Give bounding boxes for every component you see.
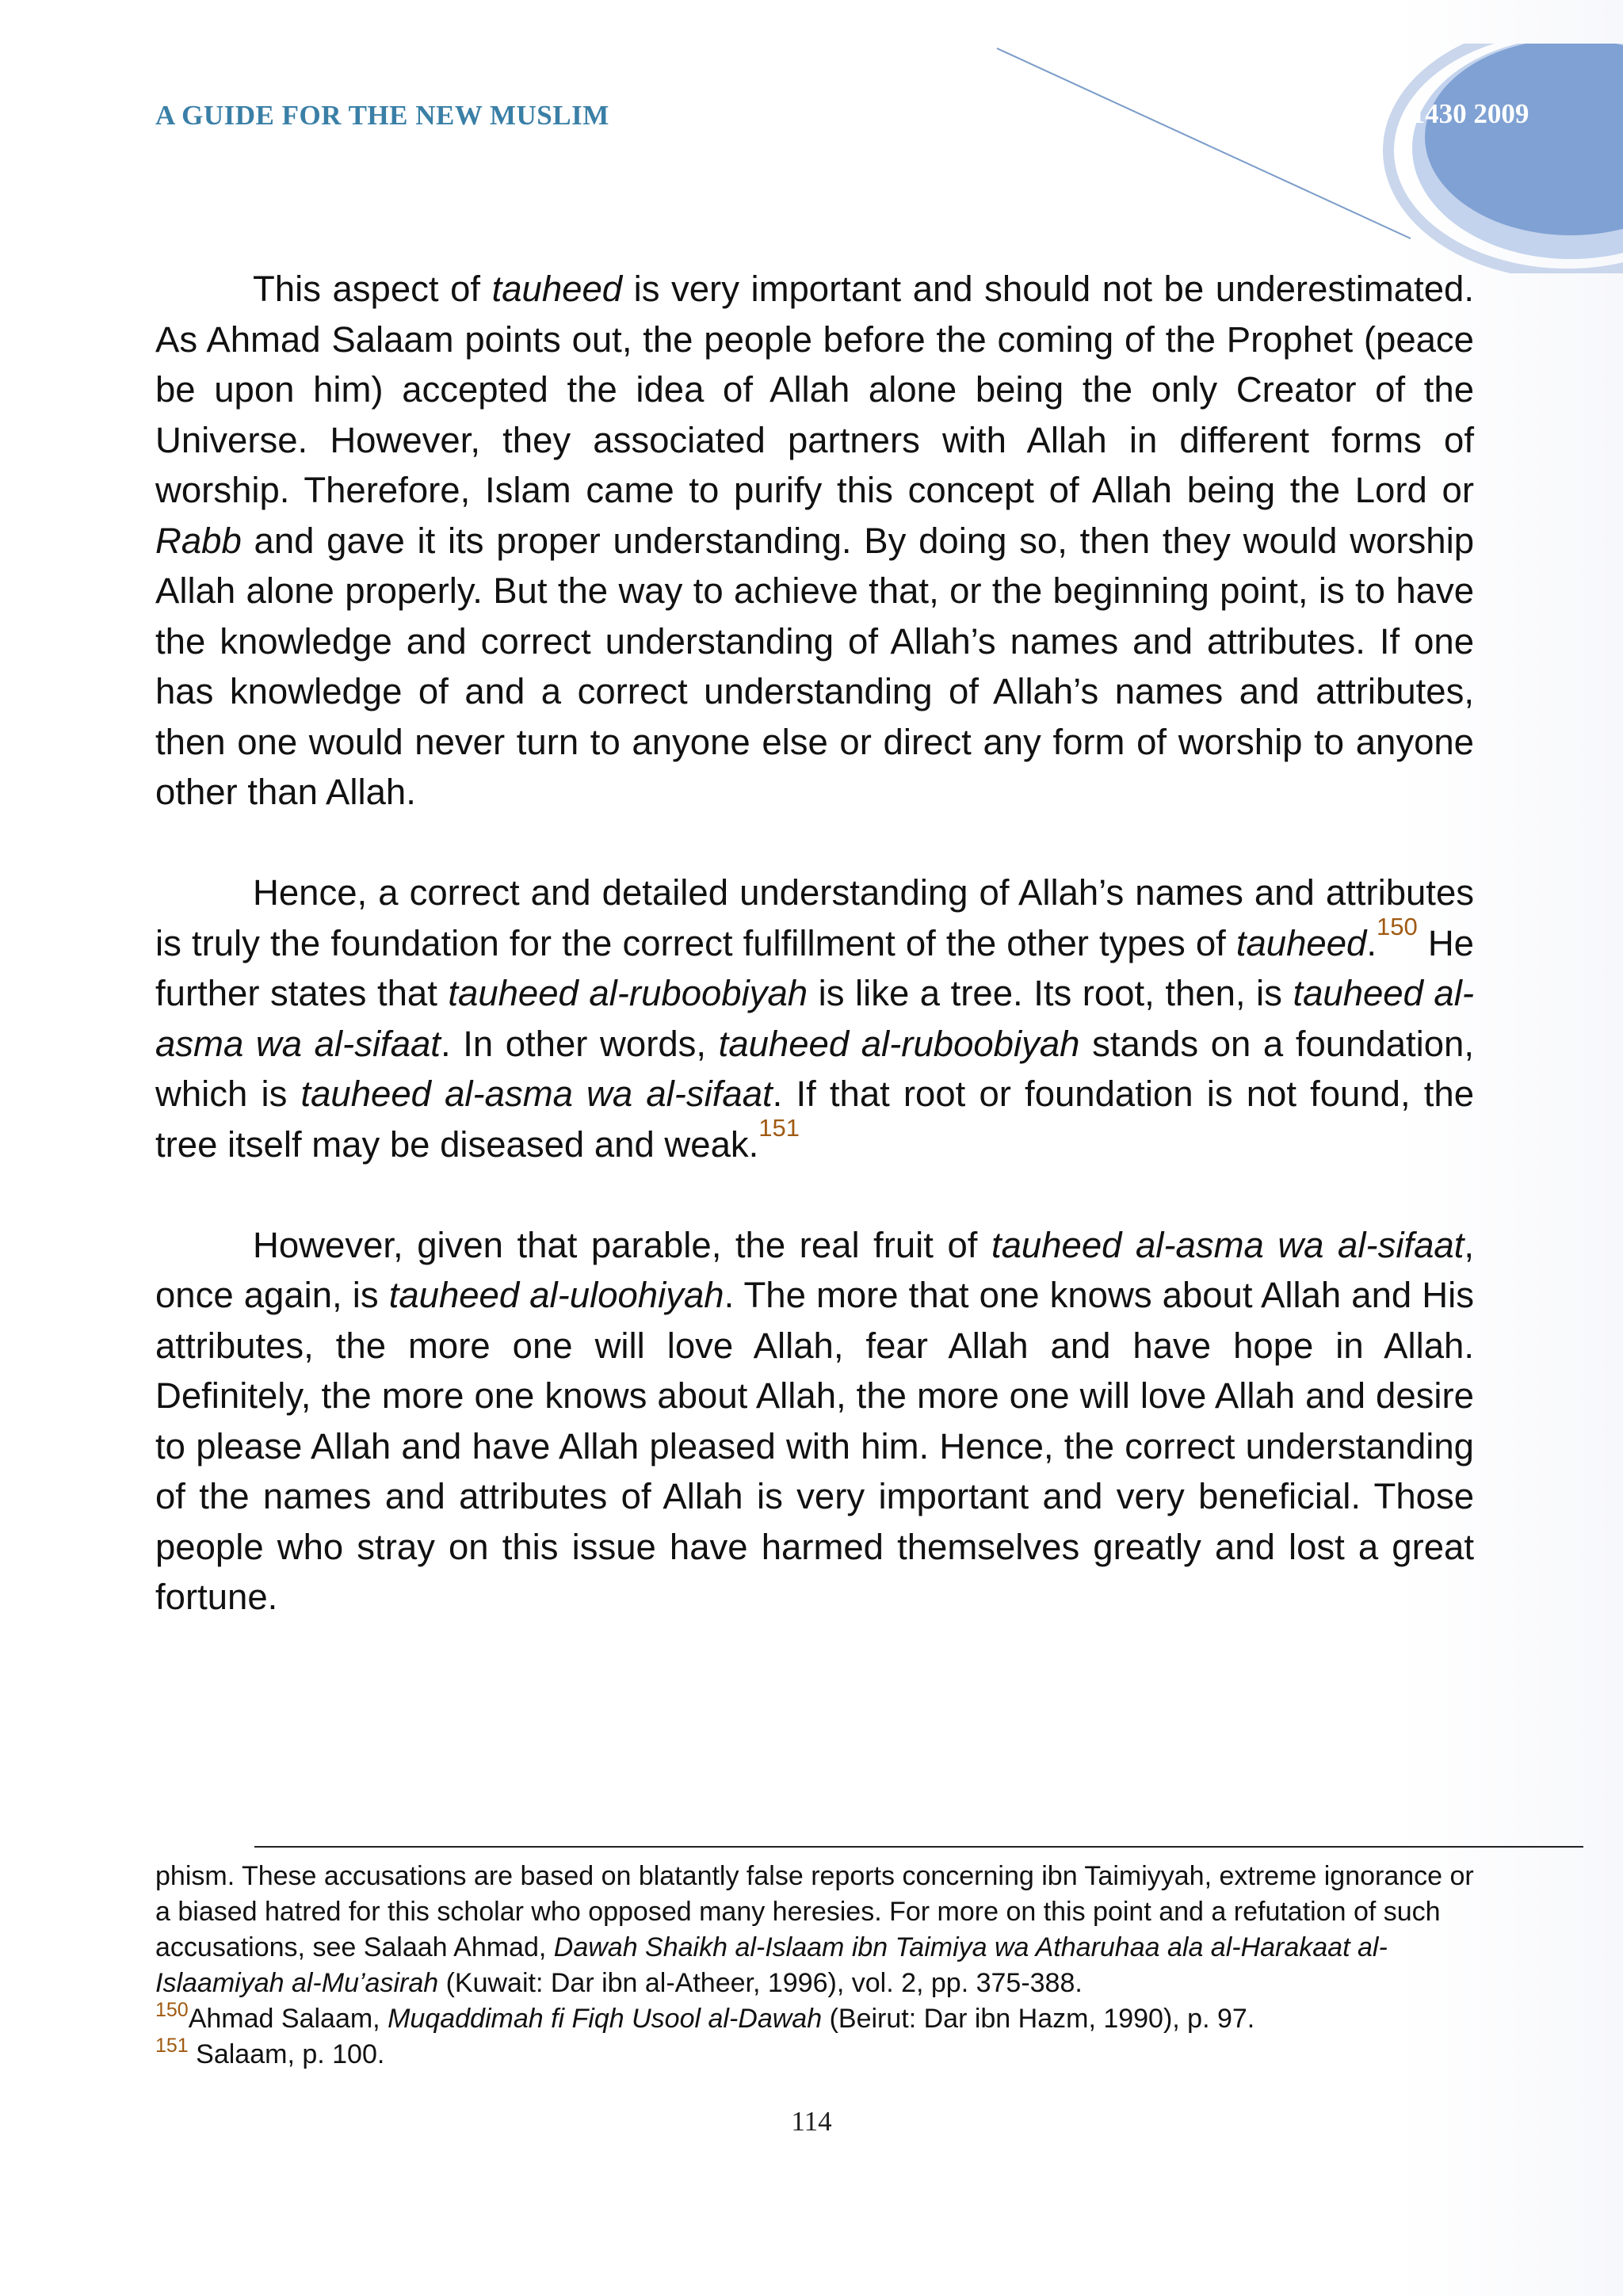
text-run: . In other words, [440,1023,719,1064]
footnote-separator [254,1846,1583,1848]
italic-term: tauheed al-asma wa al-sifaat [155,973,1474,1064]
italic-term: Muqaddimah fi Fiqh Usool al-Dawah [388,2004,823,2034]
italic-term: tauheed [1235,922,1367,963]
footnote-continued [155,1859,1474,2001]
text-run: (Beirut: Dar ibn Hazm, 1990), p. 97. [822,2004,1255,2034]
text-run: , once again, is [155,1224,1474,1315]
italic-term: Dawah Shaikh al-Islaam ibn Taimiya wa Atharuhaa ala al-Harakaat al-Islaamiyah al-Mu’asirah [155,1932,1388,1998]
text-run: However, given that parable, the real fruit of [253,1224,991,1265]
text-run: . [1366,922,1377,963]
footnotes [155,1859,1474,2073]
paragraph-1 [155,264,1474,818]
footnote-number: 150 [155,1999,189,2021]
running-header-title: A GUIDE FOR THE NEW MUSLIM [155,100,609,131]
italic-term: tauheed [491,269,623,309]
text-run: (Kuwait: Dar ibn al-Atheer, 1996), vol. 2, pp. 375-388. [438,1968,1083,1998]
text-run: Ahmad Salaam, [188,2004,388,2034]
italic-term: Rabb [155,520,242,561]
italic-term: tauheed al-asma wa al-sifaat [991,1224,1465,1265]
paragraph-2 [155,868,1474,1169]
italic-term: tauheed al-uloohiyah [388,1275,724,1315]
footnote-reference[interactable]: 150 [1377,912,1418,940]
text-run: and gave it its proper understanding. By doing so, then they would worship Allah alone properly. But the way to achieve that, or the beginning point, is to have the knowledge and correct understanding of Allah’s names and attributes. If one has knowledge of and a correct understanding of Allah’s names and attributes, then one would never turn to anyone else or direct any form of worship to anyone other than Allah. [155,520,1474,812]
footnote-reference[interactable]: 151 [758,1113,800,1142]
footnote-150 [155,2001,1474,2037]
header-deco-line [997,48,1411,238]
text-run: Hence, a correct and detailed understanding of Allah’s names and attributes is truly the foundation for the correct fulfillment of the other types of [155,872,1474,963]
footnote-151 [155,2037,1474,2073]
text-run: This aspect of [253,269,492,309]
text-run: stands on a foundation, which is [155,1023,1475,1114]
text-run: is like a tree. Its root, then, is [808,973,1293,1013]
body-text [155,264,1474,1623]
text-run: . The more that one knows about Allah and His attributes, the more one will love Allah, fear Allah and have hope in Allah. Definitely, the more one knows about Allah, the more one will love Allah and desire to please Allah and have Allah pleased with him. Hence, the correct understanding of the names and attributes of Allah is very important and very beneficial. Those people who stray on this issue have harmed themselves greatly and lost a great fortune. [155,1275,1474,1617]
text-run: is very important and should not be underestimated. As Ahmad Salaam points out, the people before the coming of the Prophet (peace be upon him) accepted the idea of Allah alone being the only Creator of the Universe. However, they associated partners with Allah in different forms of worship. Therefore, Islam came to purify this concept of Allah being the Lord or [155,269,1474,510]
text-run: phism. These accusations are based on blatantly false reports concerning ibn Taimiyyah, extreme ignorance or a biased hatred for this scholar who opposed many heresies. For more on this point and a refutation of such accusations, see Salaah Ahmad, [155,1861,1474,1962]
text-run: . If that root or foundation is not found, the tree itself may be diseased and weak. [155,1074,1474,1165]
text-run: He further states that [155,922,1474,1013]
footnote-number: 151 [155,2035,189,2057]
header-decoration [983,44,1623,273]
text-run: Salaam, p. 100. [188,2039,385,2069]
paragraph-3 [155,1220,1474,1623]
italic-term: tauheed al-ruboobiyah [718,1023,1080,1064]
italic-term: tauheed al-ruboobiyah [448,973,808,1013]
italic-term: tauheed al-asma wa al-sifaat [300,1074,773,1114]
page-number: 114 [791,2106,832,2137]
running-header-year: 1430 2009 [1411,98,1529,129]
